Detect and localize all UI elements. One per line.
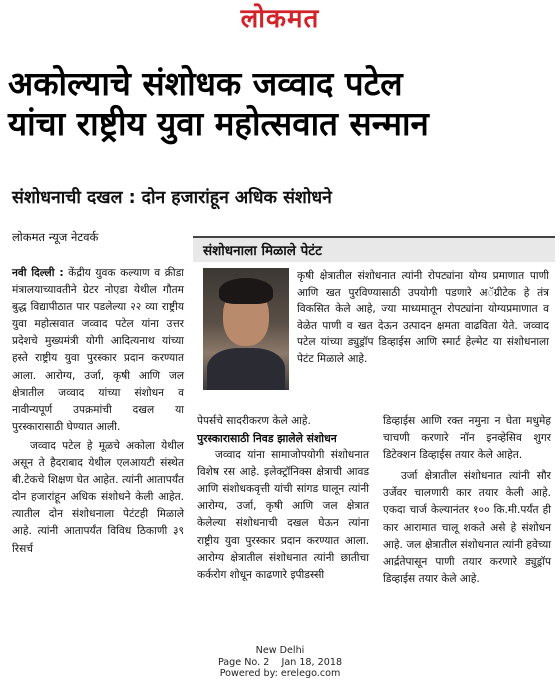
footer-powered-by: Powered by: erelego.com (219, 668, 341, 679)
headline-line-2: यांचा राष्ट्रीय युवा महोत्सवात सन्मान (8, 104, 429, 143)
article-column-3 (383, 413, 551, 588)
article-column-1 (12, 265, 184, 558)
page-footer (0, 645, 560, 680)
patent-box-title: संशोधनाला मिळाले पेटंट (193, 236, 555, 262)
researcher-photo (203, 268, 289, 390)
article-paragraph: जव्वाद यांना सामाजोपयोगी संशोधनात विशेष रस आहे. इलेक्ट्रॉनिक्स क्षेत्राची आवड आणि संशोधकवृत्ती यांची सांगड घालून त्यांनी आरोग्य, उर्जा, कृषी आणि जल क्षेत्रात केलेल्या संशोधनाची दखल घेऊन त्यांना राष्ट्रीय युवा पुरस्कार प्रदान करण्यात आला. आरोग्य क्षेत्रातील संशोधनात त्यांनी छातीचा कर्करोग शोधून काढणारे इपीडस्सी (197, 449, 369, 581)
masthead (0, 4, 560, 34)
article-paragraph: पेपर्सचे सादरीकरण केले आहे. (197, 415, 311, 427)
headline (8, 64, 556, 144)
footer-city: New Delhi (255, 645, 305, 656)
lokmat-logo: लोकमत (240, 4, 320, 34)
article-paragraph: डिव्हाईस आणि रक्त नमुना न घेता मधुमेह चाचणी करणारे नॉन इनव्हेसिव शुगर डिटेक्शन डिव्हाईस तयार केले आहेत. (383, 415, 551, 462)
article-paragraph: जव्वाद पटेल हे मूळचे अकोला येथील असून ते हैदराबाद येथील एलआयटी संस्थेत बी.टेकचे शिक्षण घेत आहेत. त्यांनी आतापर्यंत दोन हजारांहून अधिक संशोधने केली आहेत. त्यातील दोन संशोधनाला पेटंटही मिळाले आहे. त्यांनी आतापर्यंत विविध ठिकाणी ३९ रिसर्च (12, 439, 184, 555)
article-paragraph: उर्जा क्षेत्रातील संशोधनात त्यांनी सौर उर्जेवर चालणारी कार तयार केली आहे. एकदा चार्ज केल्यानंतर १०० कि.मी.पर्यंत ही कार आरामात चालू शकते असे हे संशोधन आहे. जल क्षेत्रातील संशोधनात त्यांनी हवेच्या आर्द्रतेपासून पाणी तयार करणारे ड्युड्रॉप डिव्हाईस तयार केले आहे. (383, 470, 551, 585)
section-subhead: पुरस्कारासाठी निवड झालेले संशोधन (197, 432, 337, 446)
dateline: नवी दिल्ली : (12, 267, 64, 279)
headline-line-1: अकोल्याचे संशोधक जव्वाद पटेल (8, 64, 403, 103)
patent-box-text: कृषी क्षेत्रातील संशोधनात त्यांनी रोपट्यांना योग्य प्रमाणात पाणी आणि खत पुरविण्यासाठी उपयोगी पडणारे अॅग्रीटेक हे तंत्र विकसित केले आहे, ज्या माध्यमातून रोपट्यांना योग्यप्रमाणात व वेळेत पाणी व खत देऊन उत्पादन क्षमता वाढविता येते. जव्वाद पटेल यांच्या ड्युड्रॉप डिव्हाईस आणि स्मार्ट हेल्मेट या संशोधनाला पेटंट मिळाले आहे. (297, 270, 549, 365)
article-paragraph (12, 265, 184, 436)
photo-shirt (207, 348, 285, 390)
article-column-2 (197, 413, 369, 584)
photo-hair (219, 278, 273, 304)
byline: लोकमत न्यूज नेटवर्क (12, 230, 99, 244)
footer-page-date: Page No. 2 Jan 18, 2018 (217, 656, 343, 668)
subheadline: संशोधनाची दखल : दोन हजारांहून अधिक संशोधने (12, 188, 332, 208)
paragraph-text: केंद्रीय युवक कल्याण व क्रीडा मंत्रालयाच्यावतीने ग्रेटर नोएडा येथील गौतम बुद्ध विद्यापीठात पार पडलेल्या २२ व्या राष्ट्रीय युवा महोत्सवात जव्वाद पटेल यांना उत्तर प्रदेशचे मुख्यमंत्री योगी आदित्यनाथ यांच्या हस्ते राष्ट्रीय युवा पुरस्कार प्रदान करण्यात आला. आरोग्य, उर्जा, कृषी आणि जल क्षेत्रातील जव्वाद यांच्या संशोधन व नावीन्यपूर्ण उपक्रमांची दखल या पुरस्कारासाठी घेण्यात आली. (12, 267, 184, 433)
